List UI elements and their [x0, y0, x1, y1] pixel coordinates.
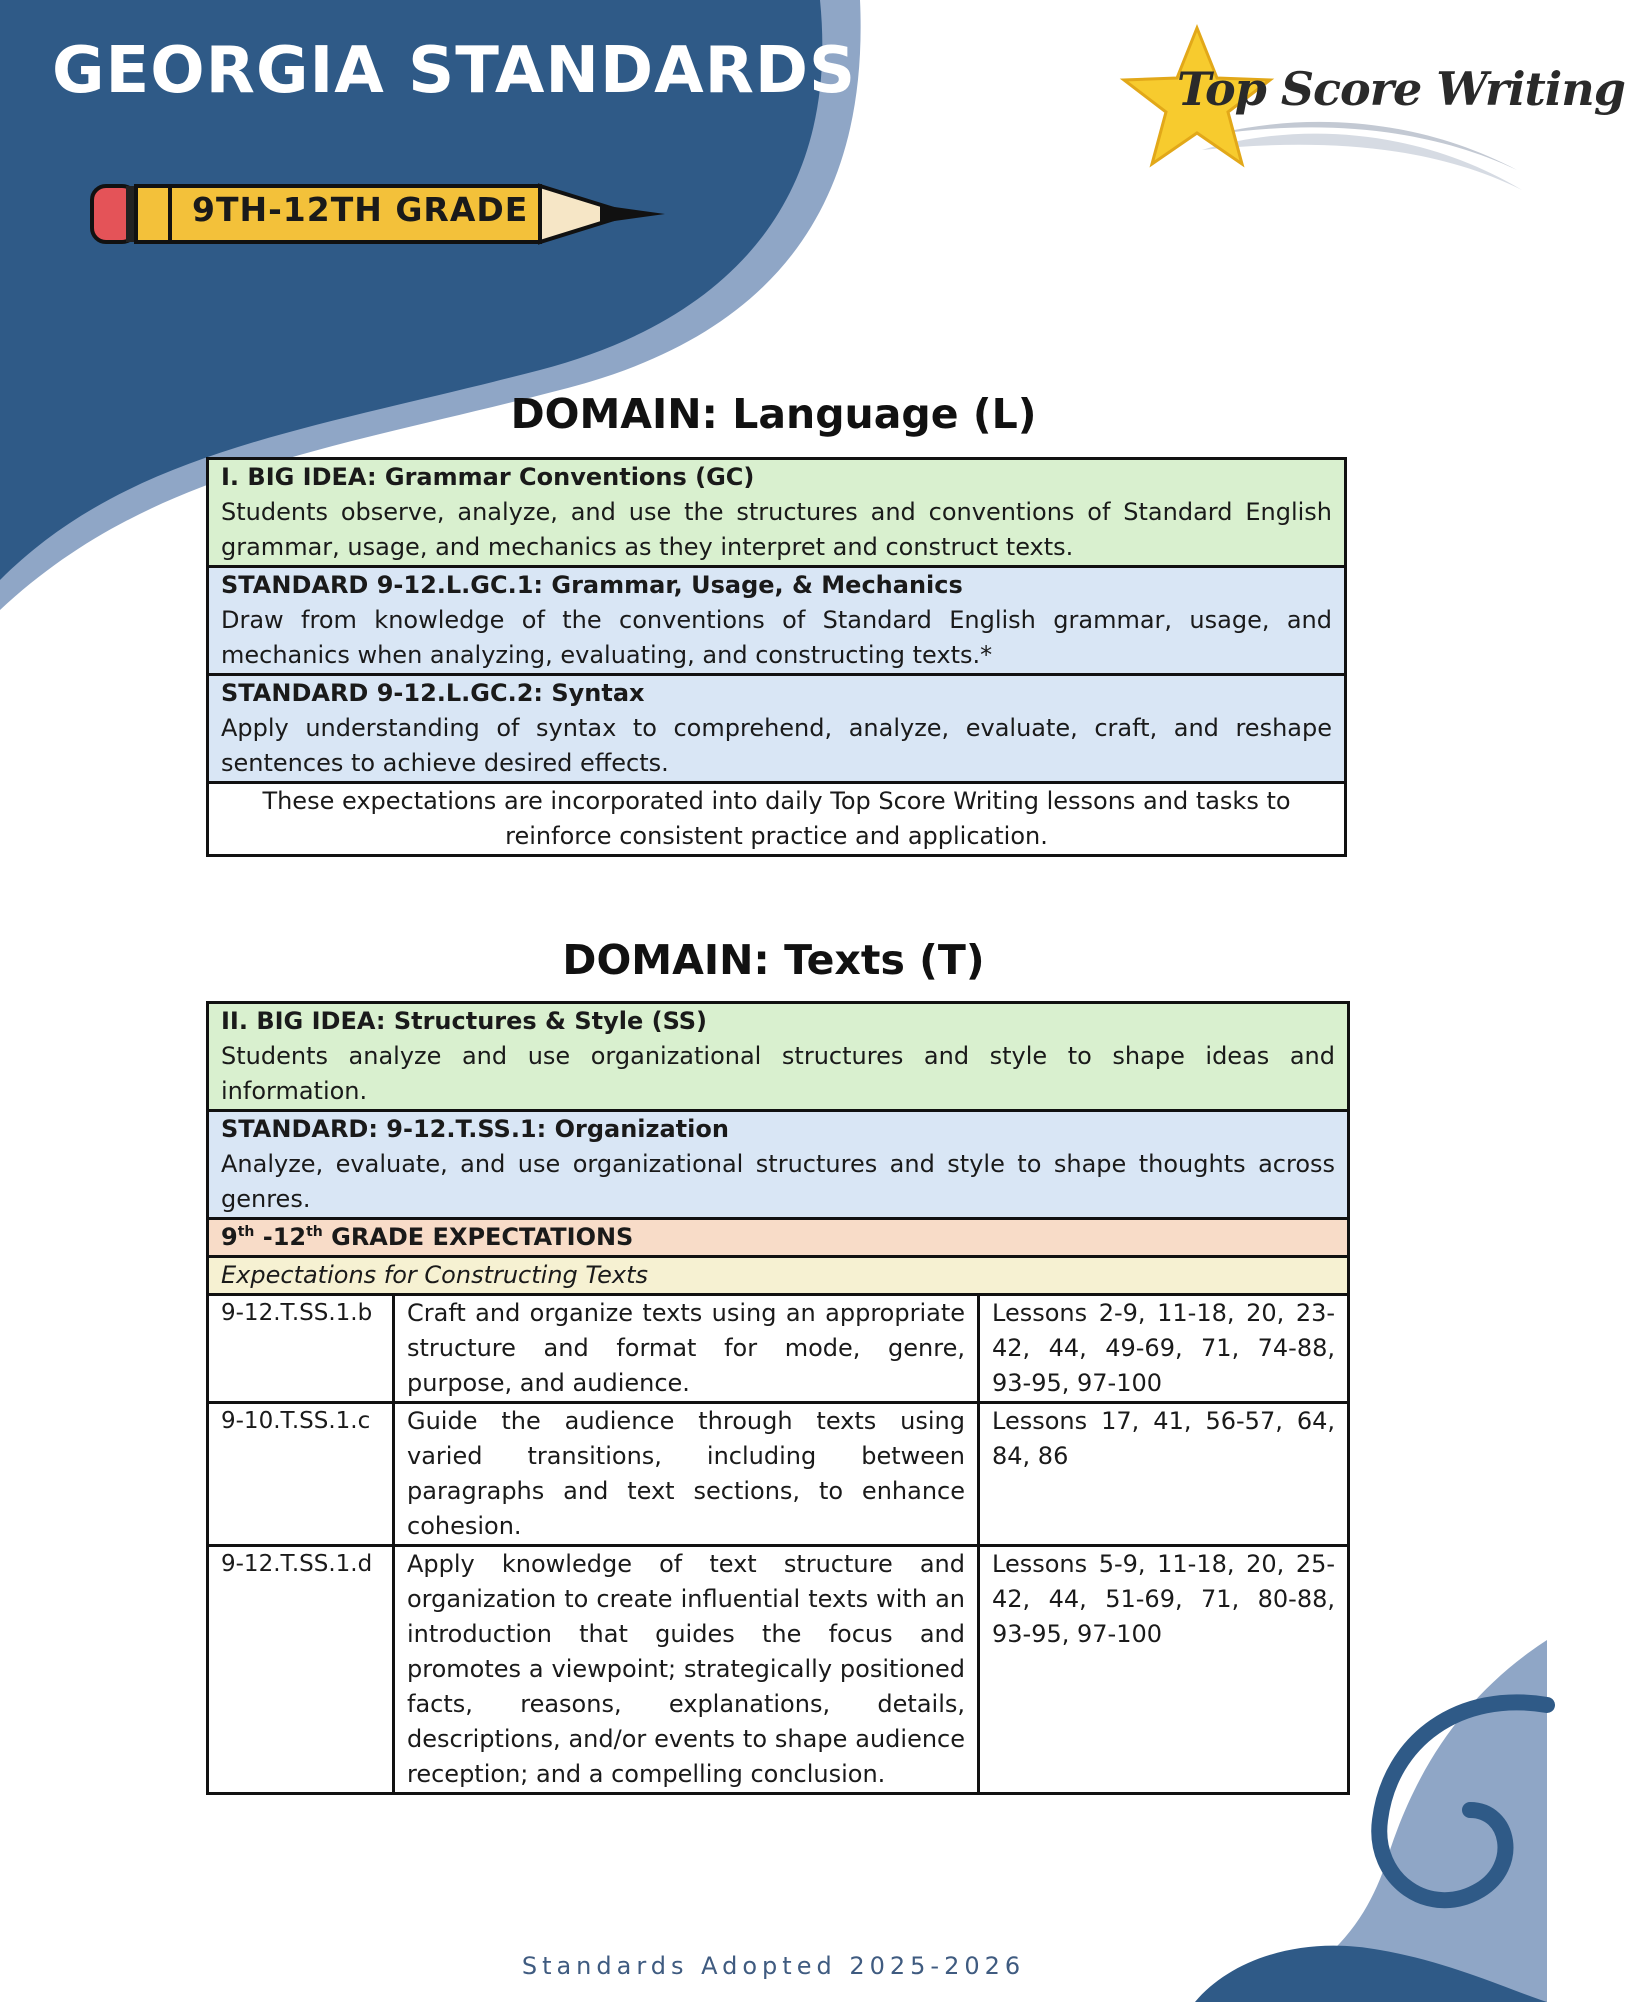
expectation-code: 9-12.T.SS.1.d [208, 1546, 394, 1794]
texts-domain-title: DOMAIN: Texts (T) [562, 936, 985, 984]
language-domain-title: DOMAIN: Language (L) [510, 390, 1037, 438]
table-row [208, 1111, 1349, 1219]
table-row [208, 1219, 1349, 1257]
expectation-description: Guide the audience through texts using varied transitions, including between paragraphs and text sections, to enhance cohesion. [394, 1403, 979, 1546]
expectation-description: Craft and organize texts using an appropriate structure and format for mode, genre, purpose, and audience. [394, 1295, 979, 1403]
table-row [208, 1003, 1349, 1111]
table-row [208, 1403, 1349, 1546]
note-cell: These expectations are incorporated into daily Top Score Writing lessons and tasks to reinforce consistent practice and application. [208, 783, 1346, 856]
texts-table [206, 1001, 1350, 1795]
grade-expectations-label: GRADE EXPECTATIONS [322, 1223, 634, 1251]
big-idea-heading: II. BIG IDEA: Structures & Style (SS) [221, 1007, 708, 1035]
table-row [208, 567, 1346, 675]
logo-text: Top Score Writing [1177, 62, 1625, 116]
table-row [208, 783, 1346, 856]
big-idea-heading: I. BIG IDEA: Grammar Conventions (GC) [221, 463, 755, 491]
big-idea-cell [208, 1003, 1349, 1111]
grade-expectations-heading [208, 1219, 1349, 1257]
footer-text: Standards Adopted 2025-2026 [521, 1952, 1026, 1980]
grade-start: 9 [221, 1223, 238, 1251]
big-idea-text: Students analyze and use organizational structures and style to shape ideas and information. [221, 1042, 1336, 1105]
standard-heading: STANDARD: 9-12.T.SS.1: Organization [221, 1115, 729, 1143]
expectation-lessons: Lessons 2-9, 11-18, 20, 23-42, 44, 49-69, 71, 74-88, 93-95, 97-100 [979, 1295, 1349, 1403]
expectation-description: Apply knowledge of text structure and organization to create influential texts with an introduction that guides the focus and promotes a viewpoint; strategically positioned facts, reasons, explanations, details, descriptions, and/or events to shape audience reception; and a compelling conclusion. [394, 1546, 979, 1794]
standard-text: Draw from knowledge of the conventions of Standard English grammar, usage, and mechanics when analyzing, evaluating, and constructing texts.* [221, 606, 1332, 669]
expectation-code: 9-12.T.SS.1.b [208, 1295, 394, 1403]
standard-cell [208, 675, 1346, 783]
grade-end: -12 [254, 1223, 307, 1251]
grade-label: 9TH-12TH GRADE [192, 190, 529, 229]
table-row [208, 459, 1346, 567]
standard-text: Apply understanding of syntax to comprehend, analyze, evaluate, craft, and reshape sentences to achieve desired effects. [221, 714, 1332, 777]
standard-heading: STANDARD 9-12.L.GC.2: Syntax [221, 679, 645, 707]
grade-end-suffix: th [306, 1224, 323, 1240]
standard-text: Analyze, evaluate, and use organizational structures and style to shape thoughts across genres. [221, 1150, 1336, 1213]
expectation-lessons: Lessons 17, 41, 56-57, 64, 84, 86 [979, 1403, 1349, 1546]
header-title: GEORGIA STANDARDS [52, 34, 857, 108]
table-row [208, 675, 1346, 783]
big-idea-cell [208, 459, 1346, 567]
expectation-lessons: Lessons 5-9, 11-18, 20, 25-42, 44, 51-69, 71, 80-88, 93-95, 97-100 [979, 1546, 1349, 1794]
expectation-code: 9-10.T.SS.1.c [208, 1403, 394, 1546]
big-idea-text: Students observe, analyze, and use the structures and conventions of Standard English grammar, usage, and mechanics as they interpret and construct texts. [221, 498, 1332, 561]
language-table [206, 457, 1347, 857]
standard-cell [208, 567, 1346, 675]
standard-heading: STANDARD 9-12.L.GC.1: Grammar, Usage, & Mechanics [221, 571, 963, 599]
table-row [208, 1295, 1349, 1403]
standard-cell [208, 1111, 1349, 1219]
table-row [208, 1257, 1349, 1295]
table-row [208, 1546, 1349, 1794]
expectations-subheading: Expectations for Constructing Texts [208, 1257, 1349, 1295]
grade-start-suffix: th [237, 1224, 255, 1240]
